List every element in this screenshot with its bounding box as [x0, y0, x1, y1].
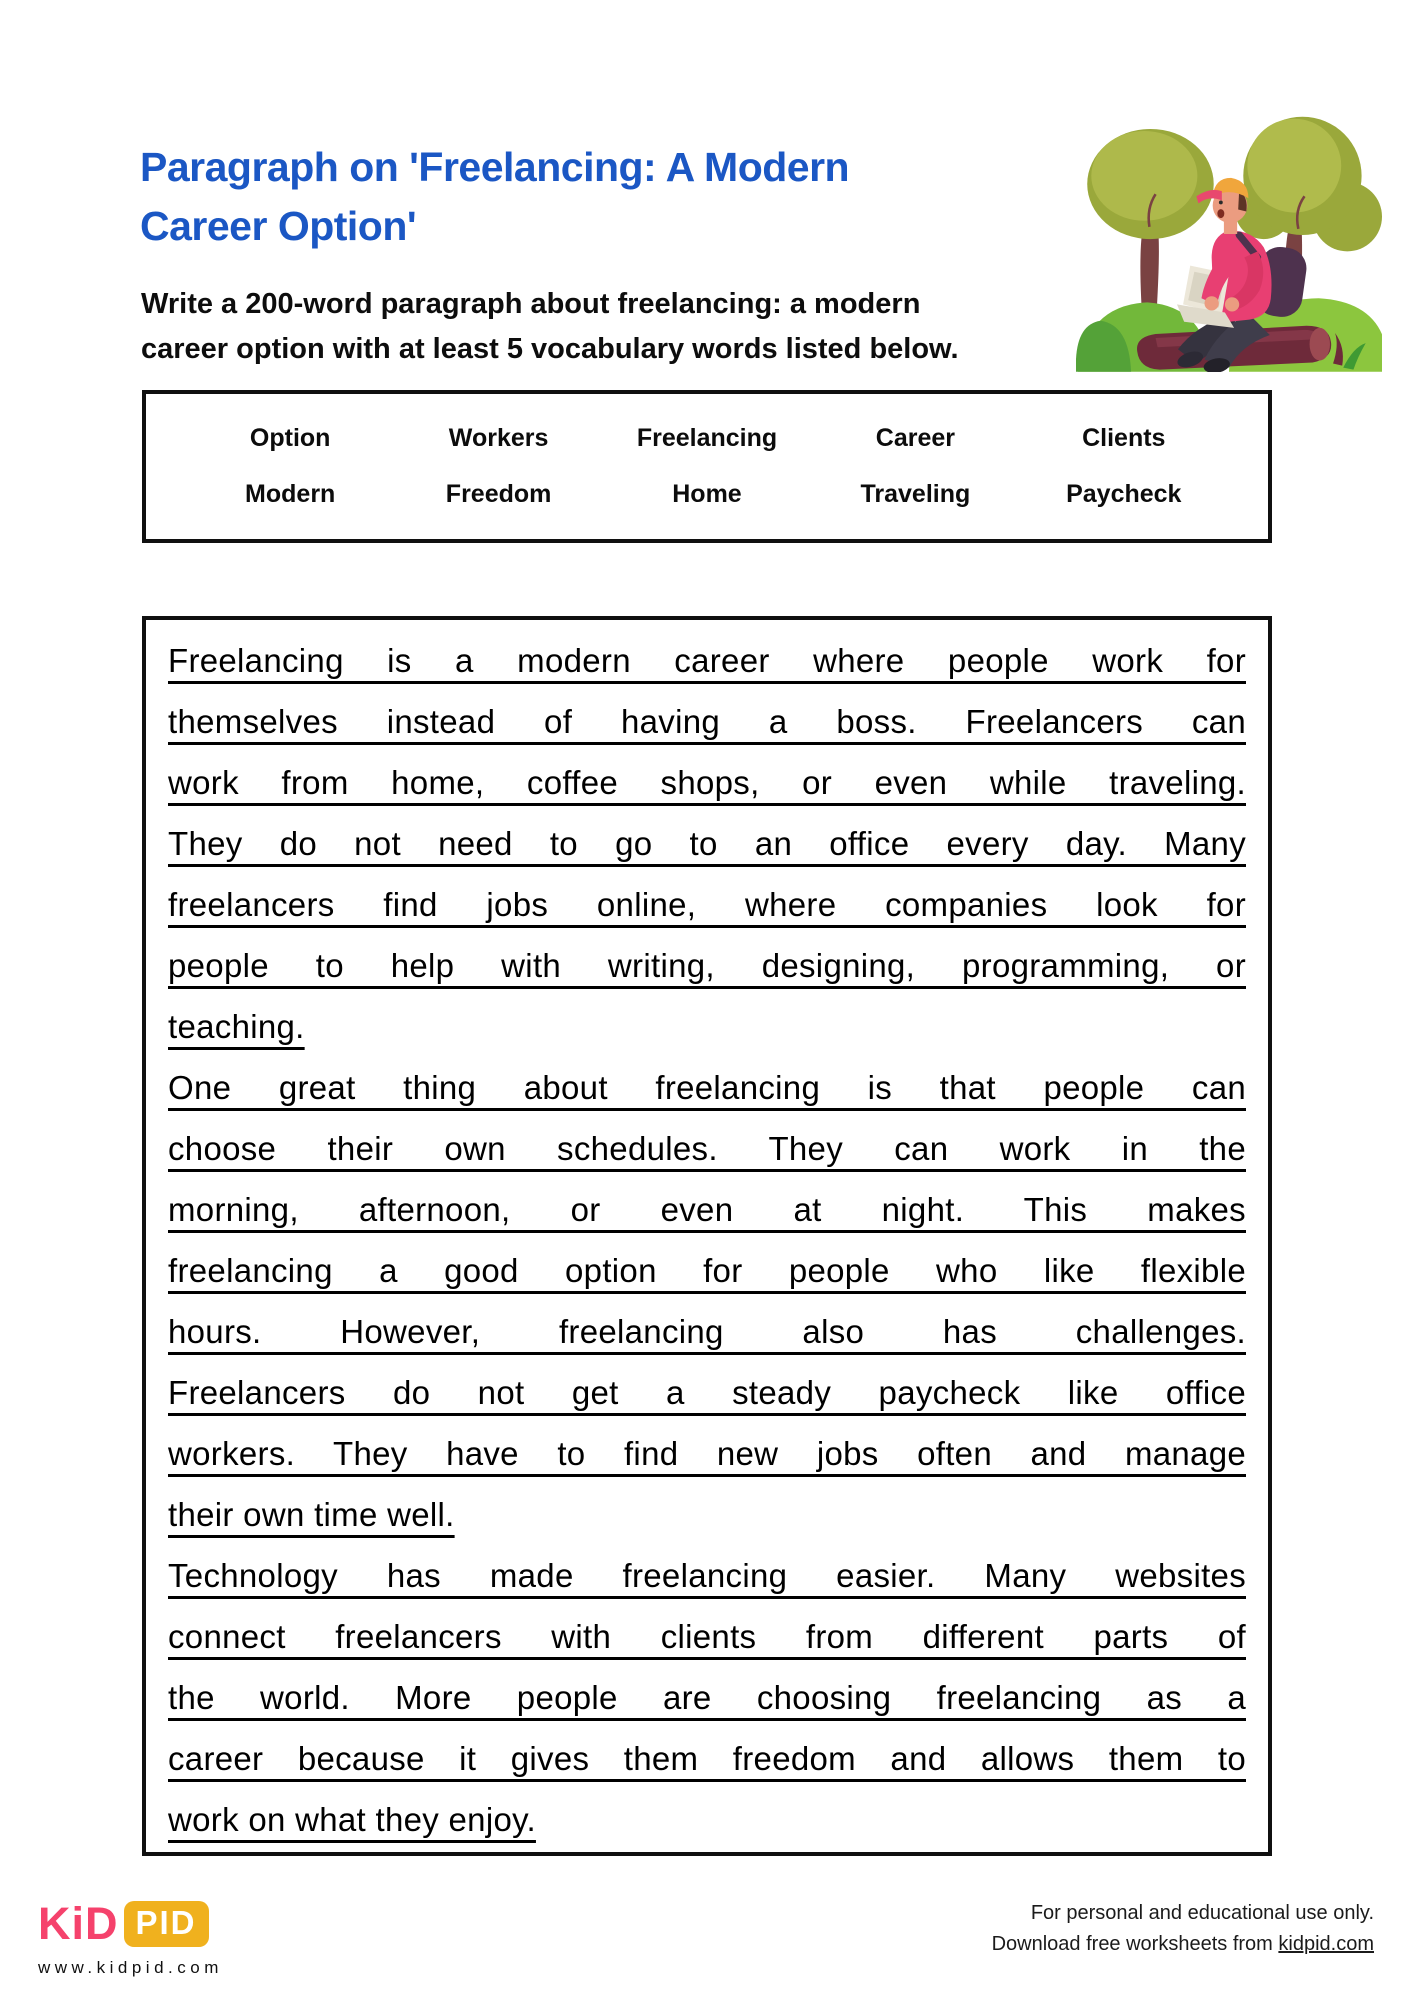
paragraph-line: Freelancers do not get a steady paycheck like office: [168, 1374, 1246, 1411]
paragraph-line: career because it gives them freedom and allows them to: [168, 1740, 1246, 1777]
vocab-word: Home: [672, 479, 742, 508]
logo-kid-text: KiD: [38, 1898, 119, 1949]
paragraph-line: hours. However, freelancing also has challenges.: [168, 1313, 1246, 1350]
page-title-line-2: Career Option': [140, 203, 417, 249]
paragraph-line: morning, afternoon, or even at night. This makes: [168, 1191, 1246, 1228]
paragraph-line: choose their own schedules. They can work in the: [168, 1130, 1246, 1167]
logo-website-url: www.kidpid.com: [38, 1958, 223, 1977]
paragraph-line: One great thing about freelancing is that people can: [168, 1069, 1246, 1106]
paragraph-line: Technology has made freelancing easier. Many websites: [168, 1557, 1246, 1594]
paragraph-box: [142, 616, 1272, 1856]
instructions-line-2: career option with at least 5 vocabulary words listed below.: [141, 333, 959, 365]
vocab-word: Option: [249, 424, 331, 453]
vocabulary-row-1: [186, 424, 1228, 453]
vocabulary-box: [142, 390, 1272, 543]
kidpid-logo-wordmark: [38, 1898, 223, 1950]
vocabulary-row-2: [186, 480, 1228, 509]
paragraph-line: work on what they enjoy.: [168, 1801, 536, 1838]
vocab-word: Workers: [448, 424, 549, 453]
usage-notice-line-2: [992, 1929, 1374, 1960]
vocab-word: Traveling: [860, 479, 971, 508]
vocab-word: Clients: [1082, 424, 1166, 453]
paragraph-line: teaching.: [168, 1008, 305, 1045]
usage-notice-line-1: For personal and educational use only.: [1030, 1902, 1374, 1924]
paragraph-line: They do not need to go to an office every day. Many: [168, 825, 1246, 862]
instructions-line-1: Write a 200-word paragraph about freelancing: a modern: [141, 288, 921, 320]
paragraph-line: themselves instead of having a boss. Freelancers can: [168, 703, 1246, 740]
usage-notice-line-2-text: Download free worksheets from: [991, 1933, 1279, 1955]
vocab-word: Freedom: [445, 479, 552, 508]
paragraph-line: freelancing a good option for people who like flexible: [168, 1252, 1246, 1289]
paragraph-line: Freelancing is a modern career where people work for: [168, 642, 1246, 679]
vocab-word: Modern: [245, 479, 336, 508]
vocab-word: Career: [875, 424, 955, 453]
paragraph-line: their own time well.: [168, 1496, 455, 1533]
paragraph-line: freelancers find jobs online, where companies look for: [168, 886, 1246, 923]
instructions: [141, 282, 1121, 372]
paragraph-line: work from home, coffee shops, or even while traveling.: [168, 764, 1246, 801]
paragraph-line: the world. More people are choosing freelancing as a: [168, 1679, 1246, 1716]
kidpid-com-link[interactable]: kidpid.com: [1278, 1933, 1374, 1955]
usage-notice: [992, 1898, 1374, 1960]
freelancer-illustration: [1076, 96, 1382, 372]
page-title: [140, 138, 1090, 256]
paragraph-line: people to help with writing, designing, programming, or: [168, 947, 1246, 984]
vocab-word: Paycheck: [1066, 479, 1182, 508]
paragraph-line: connect freelancers with clients from different parts of: [168, 1618, 1246, 1655]
vocab-word: Freelancing: [636, 424, 778, 453]
page-title-line-1: Paragraph on 'Freelancing: A Modern: [140, 144, 850, 190]
paragraph-line: workers. They have to find new jobs often and manage: [168, 1435, 1246, 1472]
kidpid-logo: [38, 1898, 223, 1978]
logo-pid-badge: PID: [124, 1901, 209, 1947]
